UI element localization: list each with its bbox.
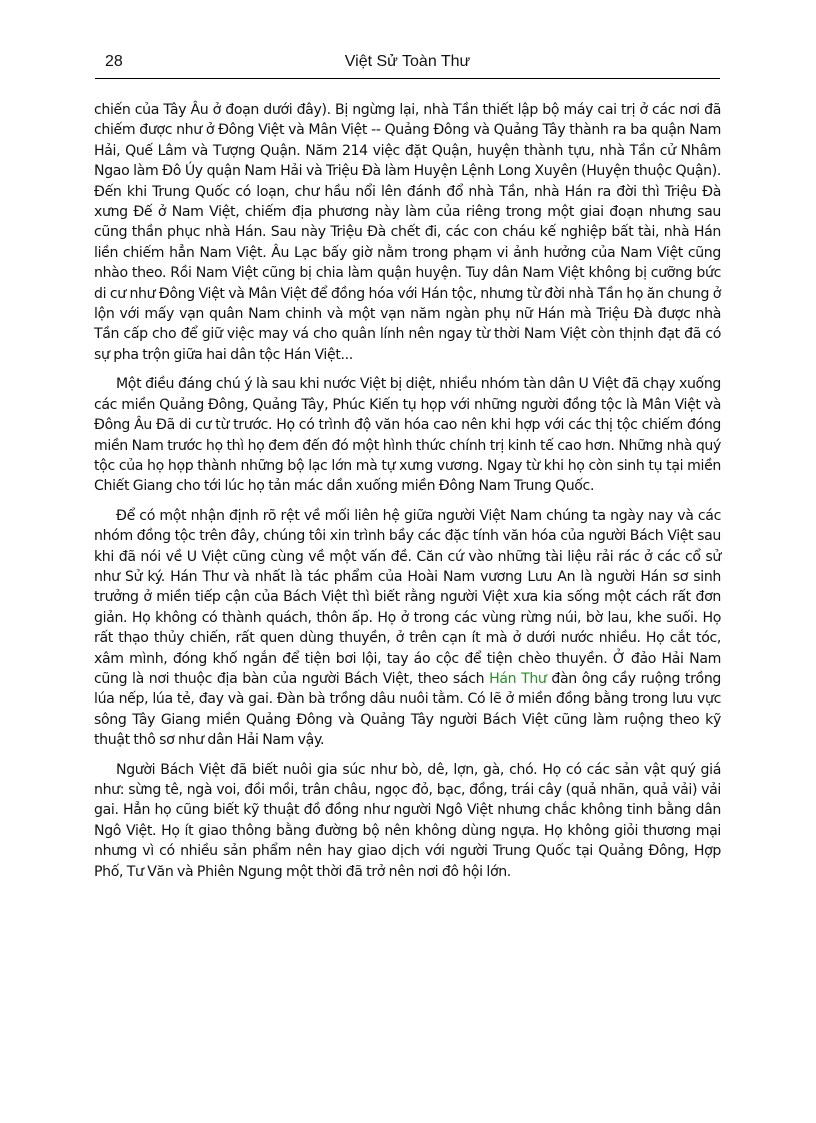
paragraph-2: Một điều đáng chú ý là sau khi nước Việt bị diệt, nhiều nhóm tàn dân U Việt đã chạy xuống các miền Quảng Đông, Quảng Tây, Phúc Kiến tụ họp với những người đồng tộc là Mân Việt và Đông Âu Đã di cư từ trước. Họ có trình độ văn hóa cao nên khi hợp với các thị tộc chiếm đóng miền Nam trước họ thì họ đem đến đó một hình thức chính trị kinh tế cao hơn. Những nhà quý tộc của họ họp thành những bộ lạc lớn mà tự xưng vương. Ngay từ khi họ còn sinh tụ tại miền Chiết Giang cho tới lúc họ tản mác dần xuống miền Đông Nam Trung Quốc. <box>94 376 721 495</box>
running-title: Việt Sử Toàn Thư <box>344 53 471 70</box>
body-text <box>94 100 721 891</box>
han-thu-link[interactable]: Hán Thư <box>489 670 547 687</box>
paragraph-3-text-after: đàn ông cầy ruộng trồng lúa nếp, lúa tẻ, đay và gai. Đàn bà trồng dâu nuôi tằm. Có lẽ ở miền đồng bằng trong lưu vực sông Tây Giang miền Quảng Đông và Quảng Tây người Bách Việt cũng làm ruộng theo kỹ thuật thô sơ như dân Hải Nam vậy. <box>94 670 722 749</box>
paragraph-3 <box>94 506 721 751</box>
paragraph-4: Người Bách Việt đã biết nuôi gia súc như bò, dê, lợn, gà, chó. Họ có các sản vật quý giá như: sừng tê, ngà voi, đồi mồi, trân châu, ngọc đỏ, bạc, đồng, trái cây (quả nhãn, quả vải) vải gai. Hẳn họ cũng biết kỹ thuật đồ đồng như người Ngô Việt nhưng chắc không tinh bằng dân Ngô Việt. Họ ít giao thông bằng đường bộ nên không dùng ngựa. Họ không giỏi thương mại nhưng vì có nhiều sản phẩm nên hay giao dịch với người Trung Quốc tại Quảng Đông, Hợp Phố, Tư Văn và Phiên Ngung một thời đã trở nên nơi đô hội lớn. <box>94 761 721 880</box>
paragraph-1: chiến của Tây Âu ở đoạn dưới đây). Bị ngừng lại, nhà Tần thiết lập bộ máy cai trị ở các nơi đã chiếm được như ở Đông Việt và Mân Việt -- Quảng Đông và Quảng Tây thành ra ba quận Nam Hải, Quế Lâm và Tượng Quận. Năm 214 việc đặt Quận, huyện thành tựu, nhà Tần cử Nhâm Ngao làm Đô Úy quận Nam Hải và Triệu Đà làm Huyện Lệnh Long Xuyên (Huyện thuộc Quận). Đến khi Trung Quốc có loạn, chư hầu nổi lên đánh đổ nhà Tần, nhà Hán ra đời thì Triệu Đà xưng Đế ở Nam Việt, chiếm địa phương này làm của riêng trong một giai đoạn nhưng sau cũng thần phục nhà Hán. Sau này Triệu Đà chết đi, các con cháu kế nghiệp bất tài, nhà Hán liền chiếm hẳn Nam Việt. Âu Lạc bấy giờ nằm trong phạm vi ảnh hưởng của Nam Việt cũng nhào theo. Rồi Nam Việt cũng bị chia làm quận huyện. Tuy dân Nam Việt không bị cưỡng bức di cư như Đông Việt và Mân Việt để đồng hóa với Hán tộc, nhưng từ đời nhà Tần họ ăn chung ở lộn với mấy vạn quân Nam chinh và một vạn năm ngàn phụ nữ Hán mà Triệu Đà được nhà Tần cấp cho để giữ việc may vá cho quân lính nên ngay từ thời Nam Việt còn thịnh đạt đã có sự pha trộn giữa hai dân tộc Hán Việt... <box>94 102 721 363</box>
paragraph-3-text-before: Để có một nhận định rõ rệt về mối liên hệ giữa người Việt Nam chúng ta ngày nay và các nhóm đồng tộc trên đây, chúng tôi xin trình bầy các đặc tính văn hóa của người Bách Việt sau khi đã nói về U Việt cũng cùng về một vấn đề. Căn cứ vào những tài liệu rải rác ở các cổ sử như Sử ký. Hán Thư và nhất là tác phẩm của Hoài Nam vương Lưu An là người Hán sơ sinh trưởng ở miền tiếp cận của Bách Việt thì biết rằng người Việt xưa kia sống một cách rất đơn giản. Họ không có thành quách, thôn ấp. Họ ở trong các vùng rừng núi, bờ lau, khe suối. Họ rất thạo thủy chiến, rất quen dùng thuyền, ở trên cạn ít mà ở dưới nước nhiều. Họ cắt tóc, xâm mình, đóng khố ngắn để tiện bơi lội, tay áo cộc để tiện chèo thuyền. Ở đảo Hải Nam cũng là nơi thuộc địa bàn của người Bách Việt, theo sách <box>94 507 721 687</box>
page-number: 28 <box>105 53 123 70</box>
page-header <box>95 52 720 79</box>
